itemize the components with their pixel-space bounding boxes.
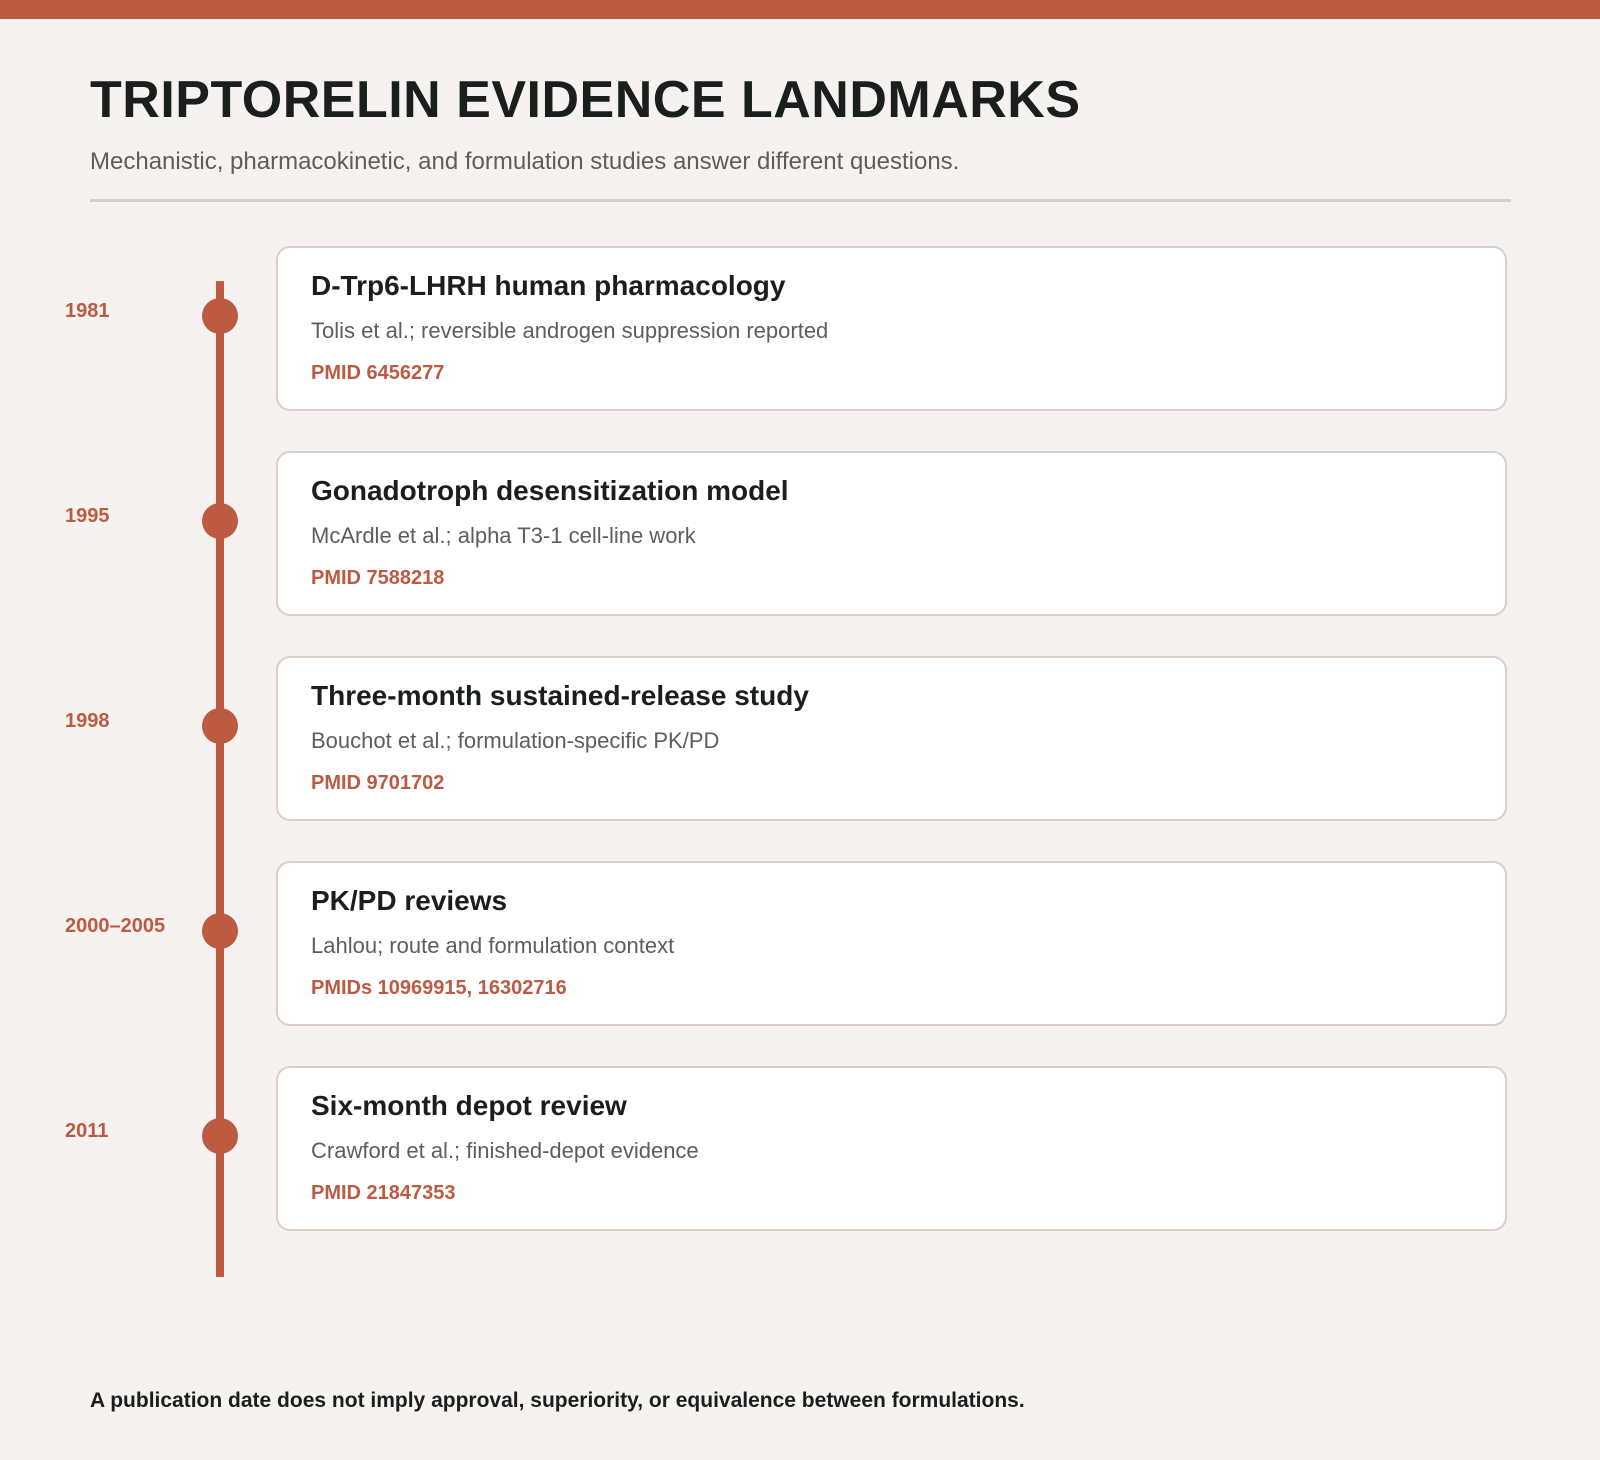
- event-reference: PMID 7588218: [311, 567, 445, 589]
- timeline-year: 1998: [65, 710, 110, 732]
- event-reference: PMID 21847353: [311, 1182, 456, 1204]
- timeline-marker: [202, 503, 238, 539]
- event-title: PK/PD reviews: [311, 885, 508, 916]
- event-title: Three-month sustained-release study: [311, 680, 809, 711]
- timeline-marker: [202, 708, 238, 744]
- timeline-year: 2011: [65, 1120, 109, 1142]
- event-detail: Lahlou; route and formulation context: [311, 933, 675, 958]
- timeline-year: 1981: [65, 300, 110, 322]
- event-detail: Tolis et al.; reversible androgen suppression reported: [311, 318, 829, 343]
- timeline-item: [0, 861, 1600, 1032]
- timeline-item: [0, 246, 1600, 417]
- event-title: Six-month depot review: [311, 1090, 627, 1121]
- event-card: [276, 656, 1507, 821]
- event-title: Gonadotroph desensitization model: [311, 475, 789, 506]
- timeline-year: 1995: [65, 505, 110, 527]
- event-card: [276, 451, 1507, 616]
- timeline-item: [0, 1066, 1600, 1237]
- event-card: [276, 246, 1507, 411]
- event-reference: PMID 9701702: [311, 772, 445, 794]
- page-subtitle: Mechanistic, pharmacokinetic, and formulation studies answer different questions.: [90, 148, 960, 175]
- event-card: [276, 861, 1507, 1026]
- event-title: D-Trp6-LHRH human pharmacology: [311, 270, 786, 301]
- event-reference: PMID 6456277: [311, 362, 445, 384]
- timeline-marker: [202, 298, 238, 334]
- footnote: A publication date does not imply approval, superiority, or equivalence between formulations.: [90, 1389, 1025, 1412]
- event-card: [276, 1066, 1507, 1231]
- timeline-item: [0, 656, 1600, 827]
- timeline-marker: [202, 913, 238, 949]
- page-title: TRIPTORELIN EVIDENCE LANDMARKS: [90, 71, 1081, 129]
- event-reference: PMIDs 10969915, 16302716: [311, 977, 567, 999]
- timeline-item: [0, 451, 1600, 622]
- timeline-year: 2000–2005: [65, 915, 166, 937]
- top-accent-bar: [0, 0, 1600, 19]
- event-detail: Bouchot et al.; formulation-specific PK/PD: [311, 728, 720, 753]
- header-divider: [90, 199, 1511, 202]
- event-detail: Crawford et al.; finished-depot evidence: [311, 1138, 699, 1163]
- timeline-marker: [202, 1118, 238, 1154]
- event-detail: McArdle et al.; alpha T3-1 cell-line work: [311, 523, 696, 548]
